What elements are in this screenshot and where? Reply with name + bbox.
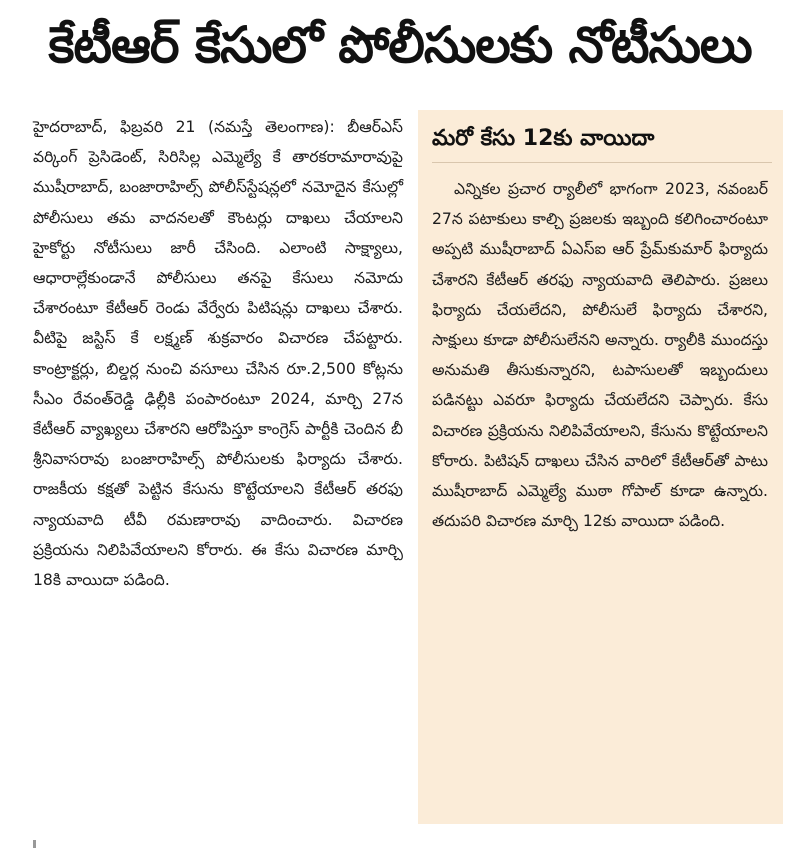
headline: కేటీఆర్ కేసులో పోలీసులకు నోటీసులు (48, 16, 752, 74)
sidebar-box (418, 110, 783, 824)
sidebar-title: మరో కేసు 12కు వాయిదా (432, 122, 772, 163)
main-article-body: హైదరాబాద్, ఫిబ్రవరి 21 (నమస్తే తెలంగాణ): బీఆర్ఎస్ వర్కింగ్ ప్రెసిడెంట్, సిరిసిల్ల ఎమ్మెల్యే కే తారకరామారావుపై ముషీరాబాద్, బంజారాహిల్స్ పోలీస్‌స్టేషన్లలో నమోదైన కేసుల్లో పోలీసులు తమ వాదనలతో కౌంటర్లు దాఖలు చేయాలని హైకోర్టు నోటీసులు జారీ చేసింది. ఎలాంటి సాక్ష్యాలు, ఆధారాల్లేకుండానే పోలీసులు తనపై కేసులు నమోదు చేశారంటూ కేటీఆర్ రెండు వేర్వేరు పిటిషన్లు దాఖలు చేశారు. వీటిపై జస్టిస్ కే లక్ష్మణ్ శుక్రవారం విచారణ చేపట్టారు. కాంట్రాక్టర్లు, బిల్డర్ల నుంచి వసూలు చేసిన రూ.2,500 కోట్లను సీఎం రేవంత్‌రెడ్డి ఢిల్లీకి పంపారంటూ 2024, మార్చి 27న కేటీఆర్ వ్యాఖ్యలు చేశారని ఆరోపిస్తూ కాంగ్రెస్ పార్టీకి చెందిన బీ శ్రీనివాసరావు బంజారాహిల్స్ పోలీసులకు ఫిర్యాదు చేశారు. రాజకీయ కక్షతో పెట్టిన కేసును కొట్టేయాలని కేటీఆర్ తరఫు న్యాయవాది టీవీ రమణారావు వాదించారు. విచారణ ప్రక్రియను నిలిపివేయాలని కోరారు. ఈ కేసు విచారణ మార్చి 18కి వాయిదా పడింది. (33, 118, 403, 590)
sidebar-body: ఎన్నికల ప్రచార ర్యాలీలో భాగంగా 2023, నవంబర్ 27న పటాకులు కాల్చి ప్రజలకు ఇబ్బంది కలిగించారంటూ అప్పటి ముషీరాబాద్ ఏఎస్‌ఐ ఆర్ ప్రేమ్‌కుమార్ ఫిర్యాదు చేశారని కేటీఆర్ తరఫు న్యాయవాది తెలిపారు. ప్రజలు ఫిర్యాదు చేయలేదని, పోలీసులే ఫిర్యాదు చేశారని, సాక్షులు కూడా పోలీసులేనని అన్నారు. ర్యాలీకి ముందస్తు అనుమతి తీసుకున్నారని, టపాసులతో ఇబ్బందులు పడినట్టు ఎవరూ ఫిర్యాదు చేయలేదని చెప్పారు. కేసు విచారణ ప్రక్రియను నిలిపివేయాలని, కేసును కొట్టేయాలని కోరారు. పిటిషన్ దాఖలు చేసిన వారిలో కేటీఆర్‌తో పాటు ముషీరాబాద్ ఎమ్మెల్యే ముఠా గోపాల్ కూడా ఉన్నారు. తదుపరి విచారణ మార్చి 12కు వాయిదా పడింది. (432, 180, 768, 531)
page-edge-mark (33, 840, 36, 848)
main-article (33, 112, 403, 595)
